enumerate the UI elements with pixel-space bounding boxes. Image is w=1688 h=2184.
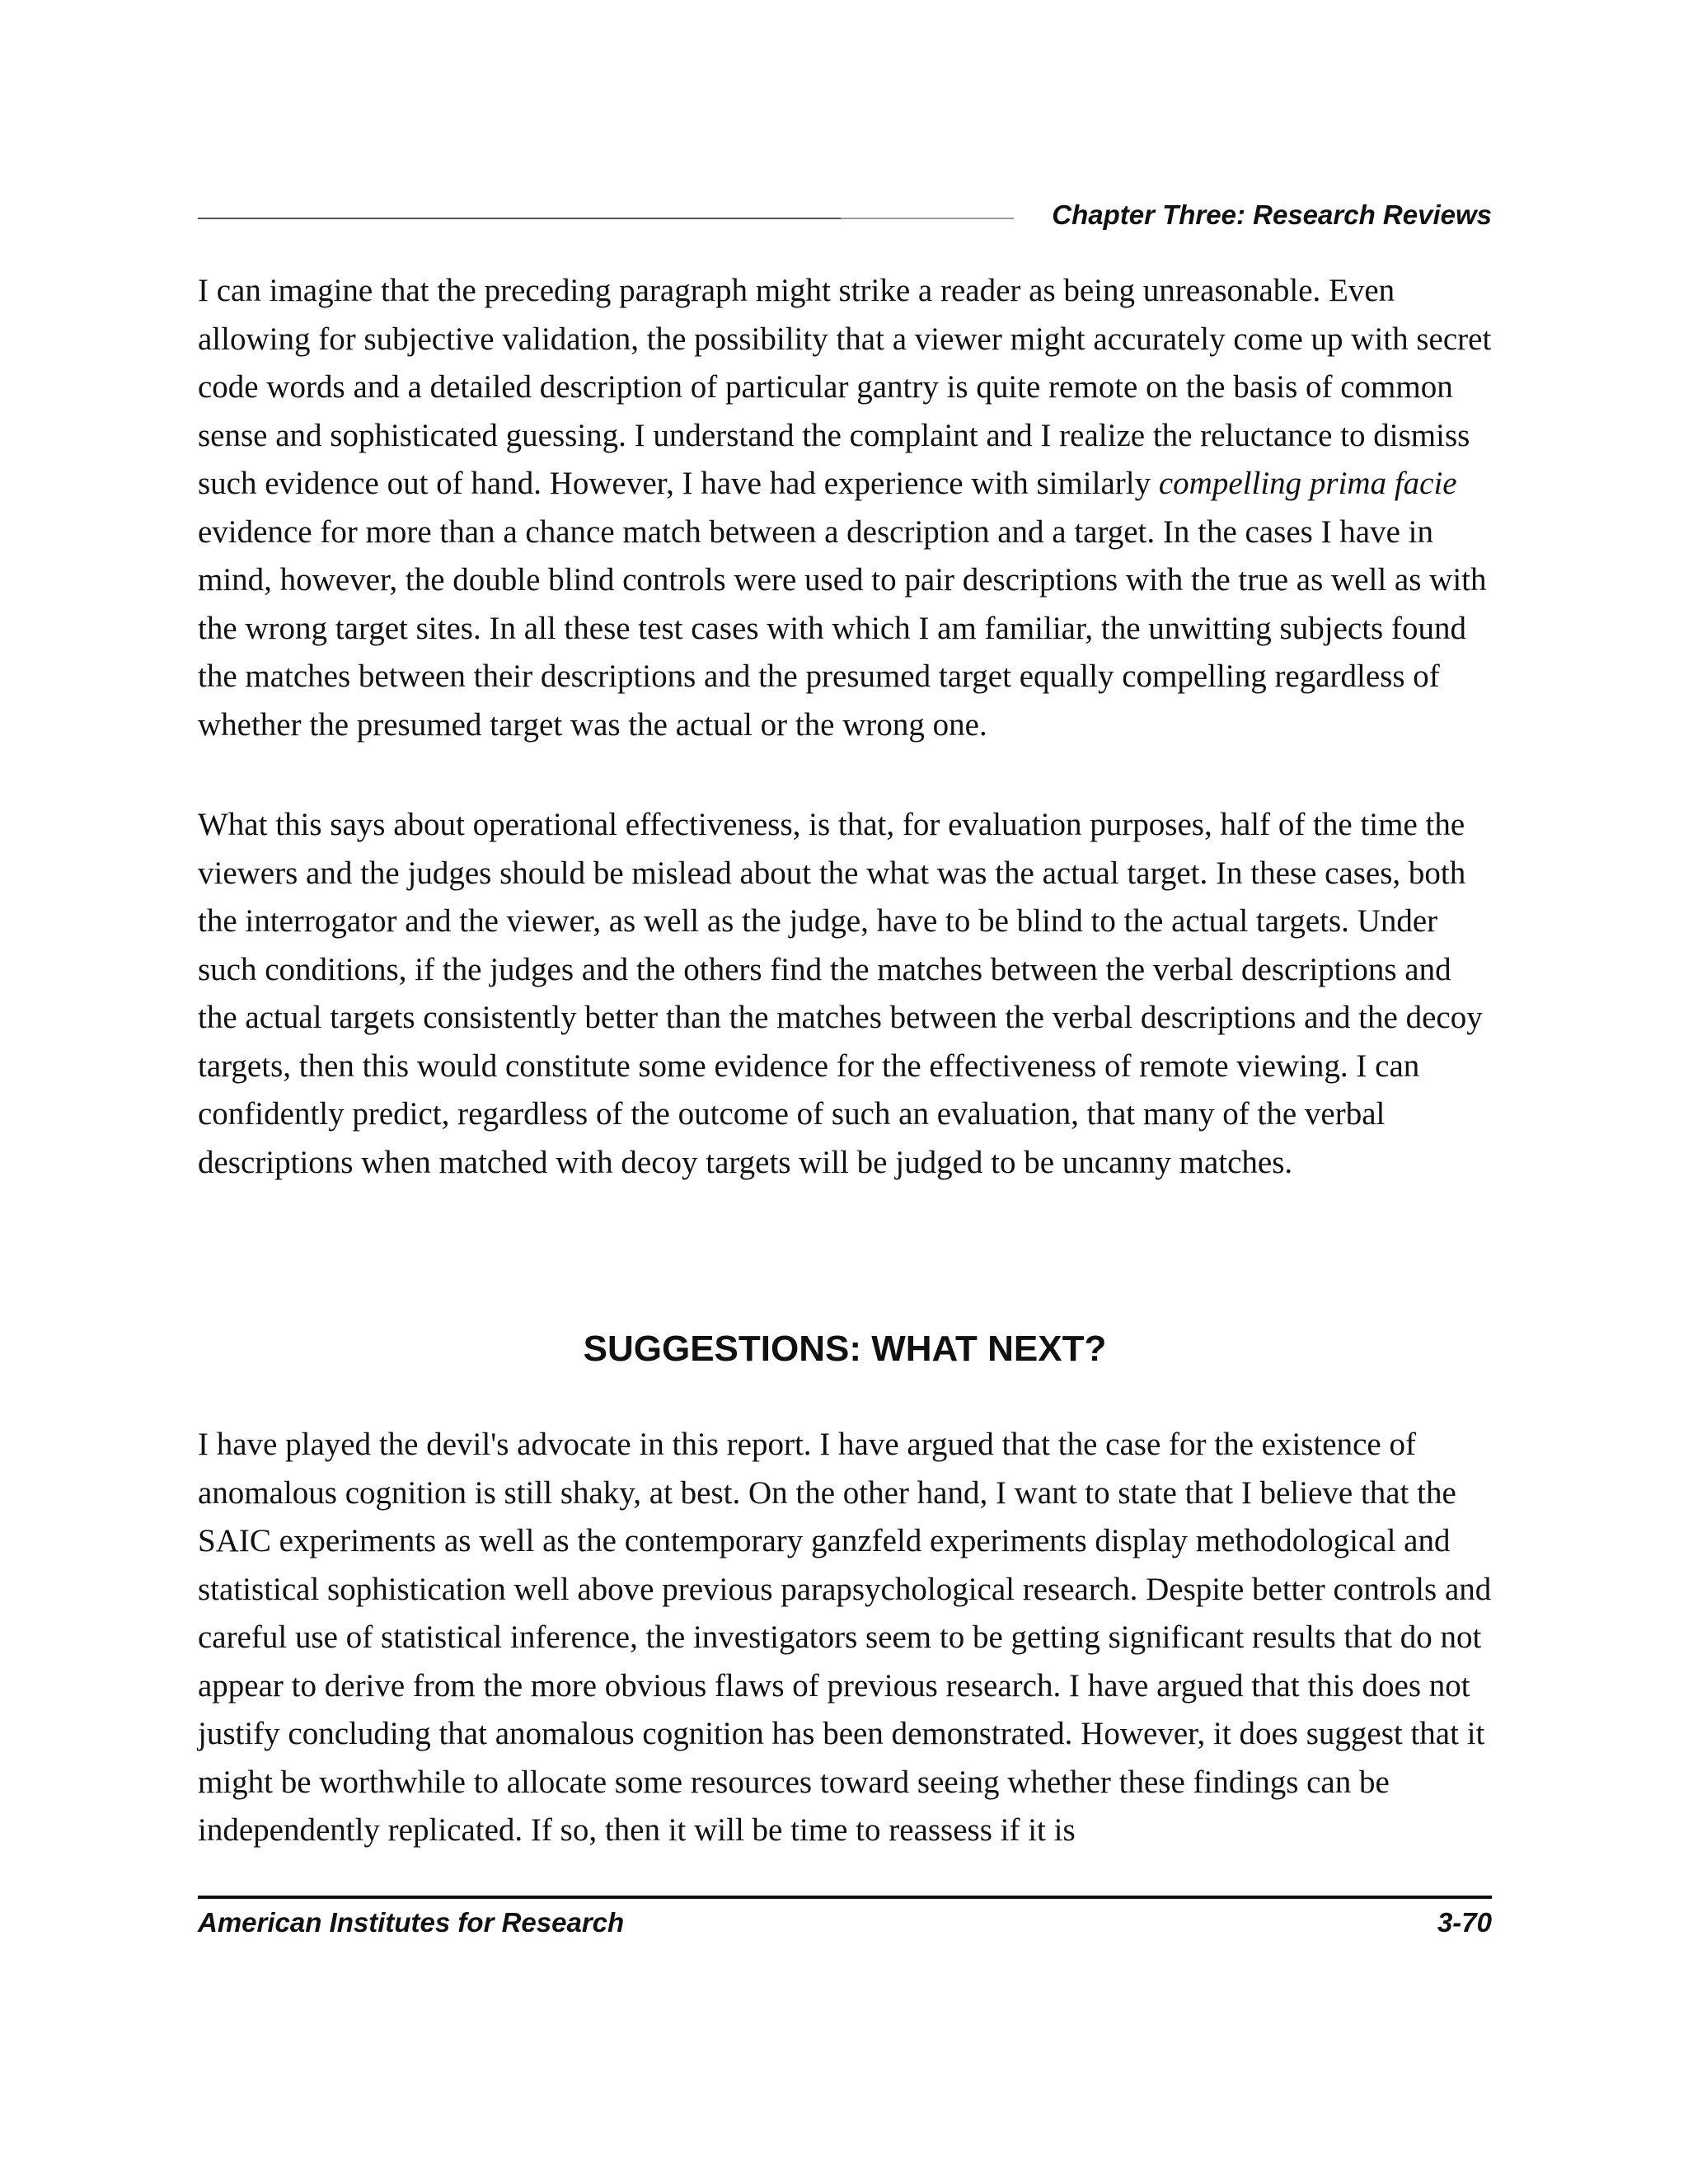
section-heading: SUGGESTIONS: WHAT NEXT? (583, 1329, 1107, 1369)
running-head: Chapter Three: Research Reviews (1052, 199, 1492, 230)
page-number: 3-70 (1437, 1907, 1492, 1938)
header-rule-fade (841, 218, 1014, 219)
body-paragraph: I have played the devil's advocate in this report. I have argued that the case for the existence of anomalous cognition is still shaky, at best. On the other hand, I want to state that I believe that the SAIC experiments as well as the contemporary ganzfeld experiments display methodological and statistical sophistication well above previous parapsychological research. Despite better controls and careful use of statistical inference, the investigators seem to be getting significant results that do not appear to derive from the more obvious flaws of previous research. I have argued that this does not justify concluding that anomalous cognition has been demonstrated. However, it does suggest that it might be worthwhile to allocate some resources toward seeing whether these findings can be independently replicated. If so, then it will be time to reassess if it is (198, 1427, 1492, 1848)
page-header (198, 194, 1492, 231)
body-paragraph: What this says about operational effectiveness, is that, for evaluation purposes, half of the time the viewers and the judges should be mislead about the what was the actual target. In these cases, both the interrogator and the viewer, as well as the judge, have to be blind to the actual targets. Under such conditions, if the judges and the others find the matches between the verbal descriptions and the actual targets consistently better than the matches between the verbal descriptions and the decoy targets, then this would constitute some evidence for the effectiveness of remote viewing. I can confidently predict, regardless of the outcome of such an evaluation, that many of the verbal descriptions when matched with decoy targets will be judged to be uncanny matches. (198, 807, 1483, 1180)
paragraph-text: evidence for more than a chance match between a description and a target. In the cases I have in mind, however, the double blind controls were used to pair descriptions with the true as well as with the wrong target sites. In all these test cases with which I am familiar, the unwitting subjects found the matches between their descriptions and the presumed target equally compelling regardless of whether the presumed target was the actual or the wrong one. (198, 513, 1487, 743)
body-paragraph (198, 267, 1492, 749)
page-footer (198, 1896, 1492, 1945)
footer-rule (198, 1896, 1492, 1899)
footer-organization: American Institutes for Research (198, 1907, 625, 1938)
paragraph-text: I can imagine that the preceding paragraph might strike a reader as being unreasonable. Even allowing for subjective validation, the possibility that a viewer might accurately come up with secret code words and a detailed description of particular gantry is quite remote on the basis of common sense and sophisticated guessing. I understand the complaint and I realize the reluctance to dismiss such evidence out of hand. However, I have had experience with similarly (198, 273, 1492, 501)
italic-phrase: compelling prima facie (1158, 466, 1457, 501)
